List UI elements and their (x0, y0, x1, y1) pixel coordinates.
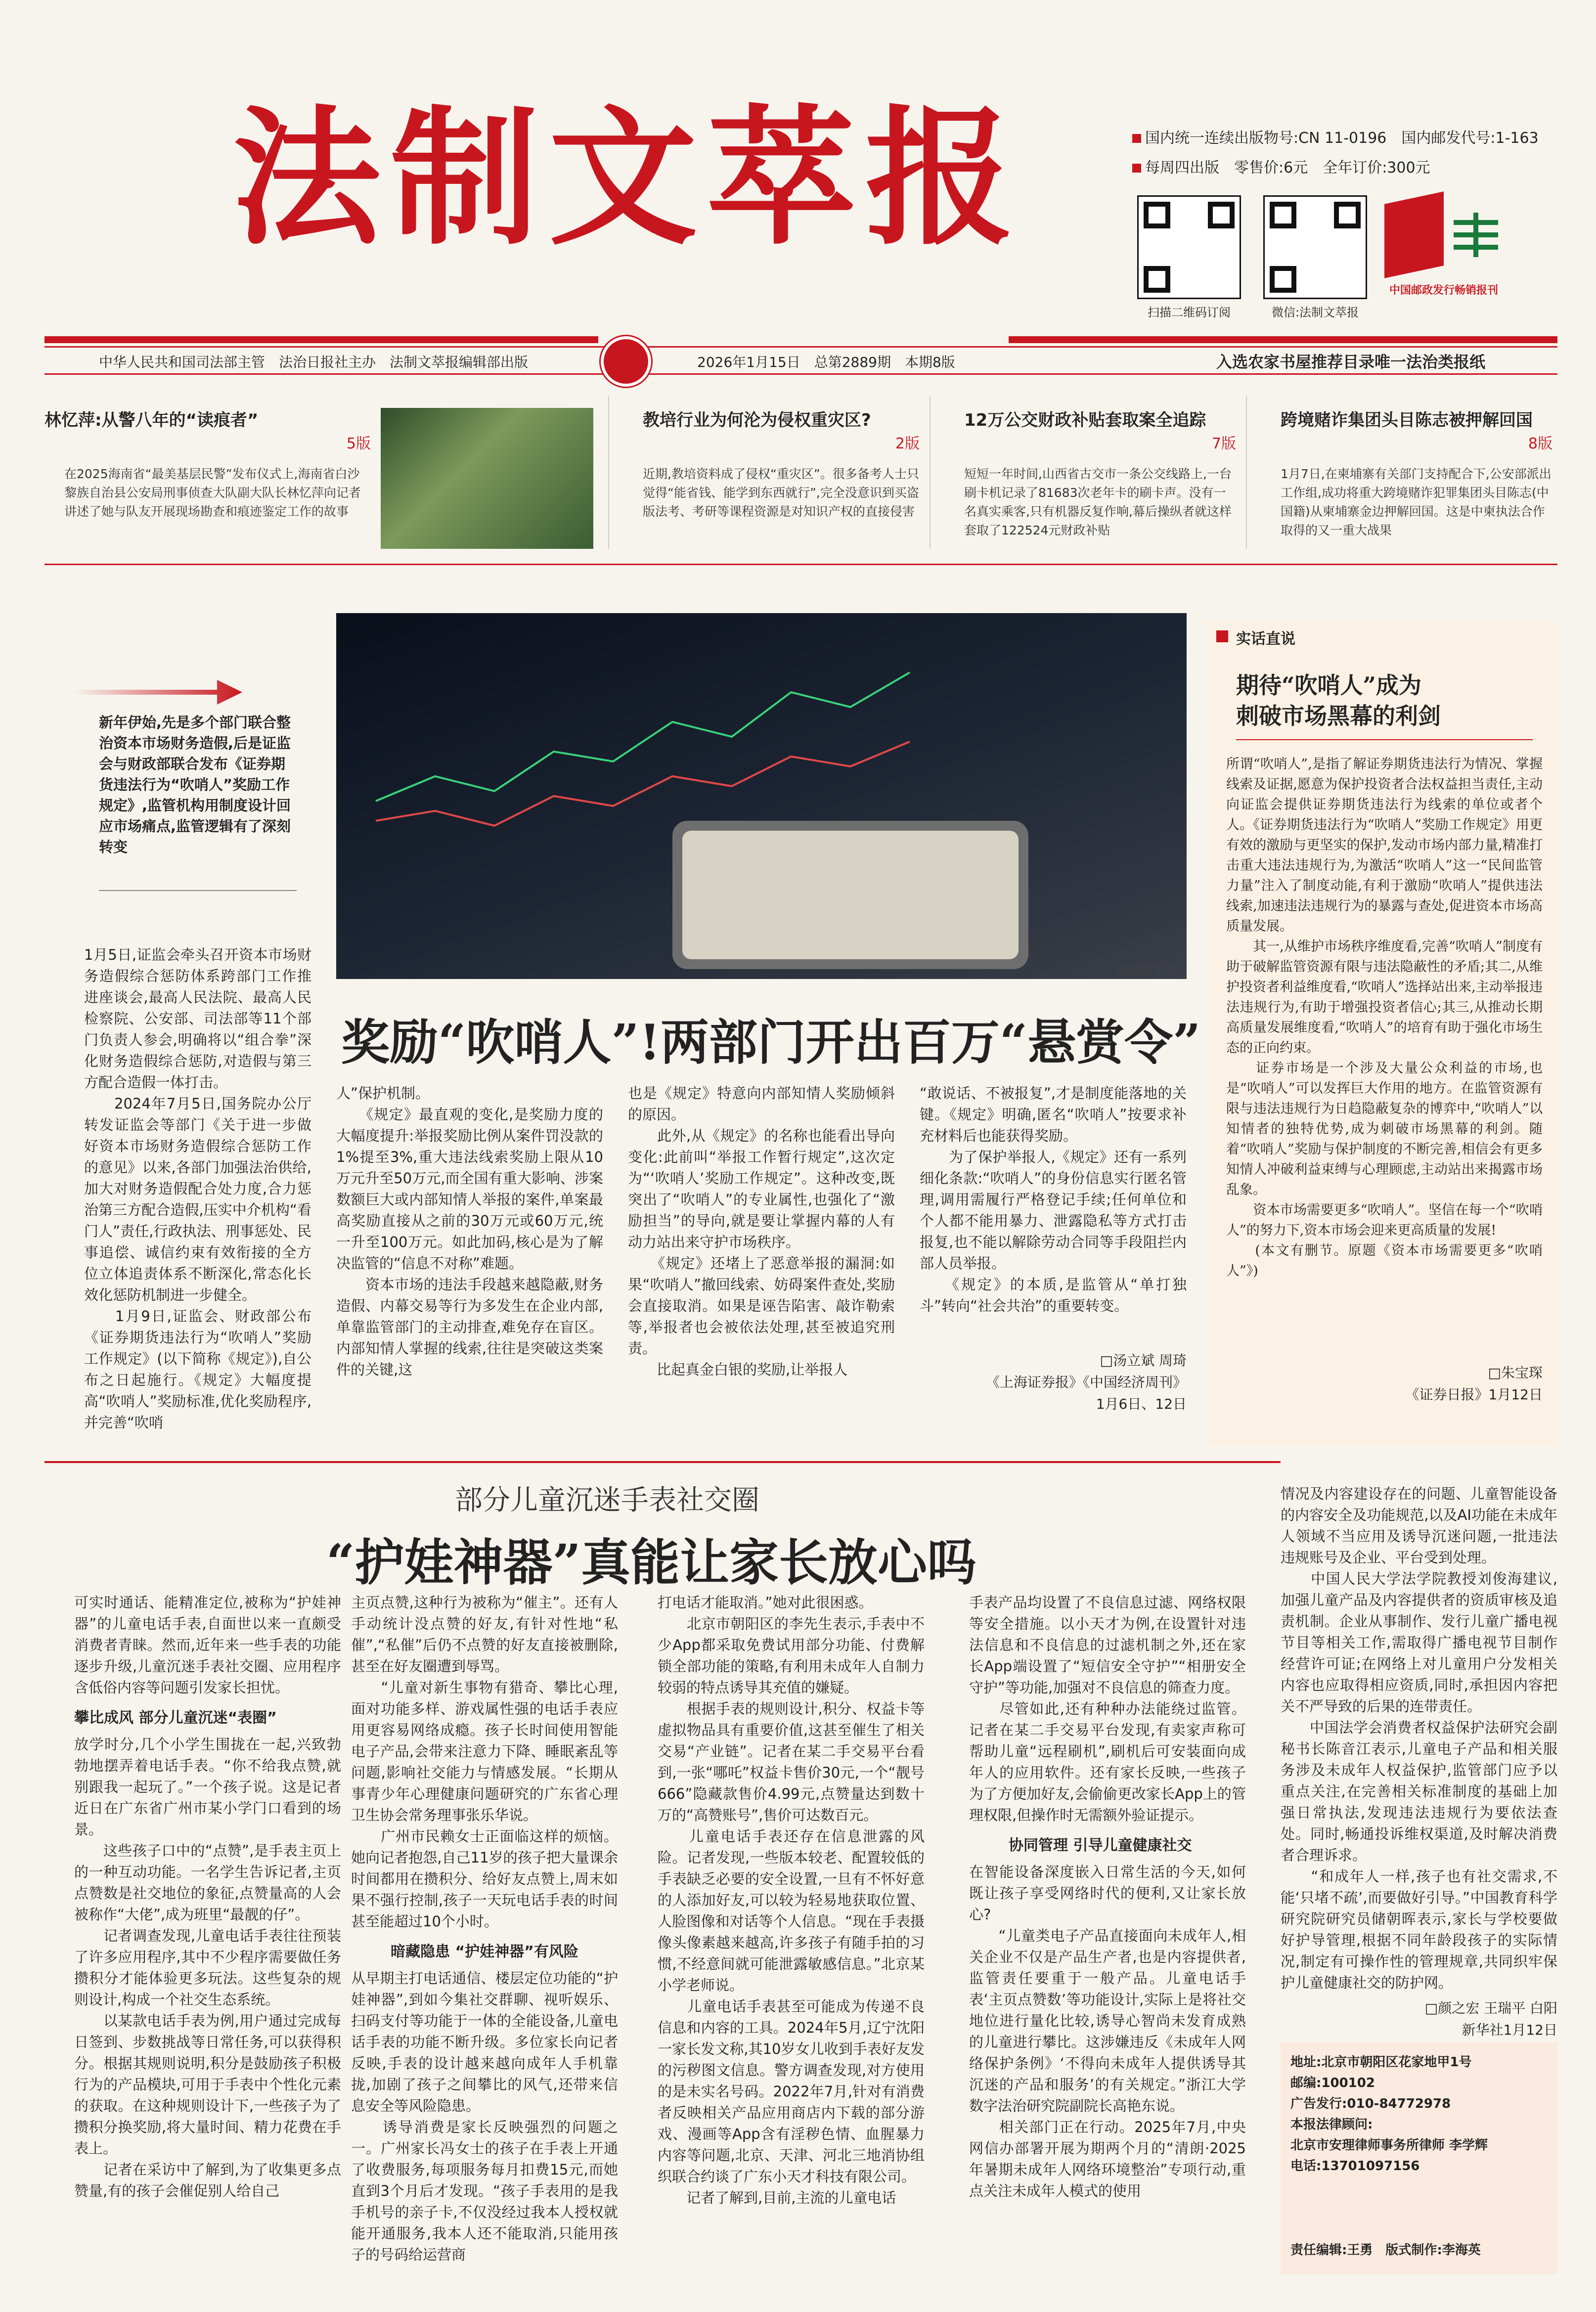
commentary-title: 期待“吹哨人”成为 刺破市场黑幕的利剑 (1236, 672, 1441, 729)
teaser-1-page: 5版 (346, 435, 371, 452)
qr-code-wechat[interactable] (1263, 195, 1367, 299)
teaser-divider (44, 564, 1557, 565)
qr-label-wechat: 微信:法制文萃报 (1271, 306, 1359, 319)
banner-stripe-left (44, 336, 598, 343)
teaser-4[interactable] (1271, 396, 1557, 549)
qr-code-subscribe[interactable] (1137, 195, 1241, 299)
contact-address: 地址:北京市朝阳区花家地甲1号 (1290, 2055, 1472, 2070)
commentary-byline: □朱宝琛 《证券日报》1月12日 (1405, 1365, 1543, 1403)
lower-col-0: 情况及内容建设存在的问题、儿童智能设备的内容安全及功能规范,以及AI功能在未成年人领域不当应用及诱导沉迷问题,一批违法违规账号及企业、平台受到处理。 中国人民大学法学院教授刘俊海建议,加强儿童产品及内容提供者的资质审核及追责机制。企业从事制作、发行儿童广播电视节目等相关工作,需取得广播电视节目制作经营许可证;在网络上对儿童用户分发相关内容也应取得相应资质,同时,承担因内容把关不严导致的后果的连带责任。 中国法学会消费者权益保护法研究会副秘书长陈音江表示,儿童电子产品和相关服务涉及未成年人权益保护,监管部门应予以重点关注,在完善相关标准制度的基础上加强日常执法,发现违法违规行为要依法查处。同时,畅通投诉维权渠道,及时解决消费者合理诉求。 “和成年人一样,孩子也有社交需求,不能‘只堵不疏’,而要做好引导。”中国教育科学研究院研究员储朝晖表示,家长与学校要做好护导管理,根据不同年龄段孩子的实际情况,制定有可操作性的管理规章,共同织牢保护儿童健康社交的防护网。 (1281, 1485, 1557, 1991)
lower-kicker: 部分儿童沉迷手表社交圈 (455, 1484, 759, 1516)
lead-byline: □汤立斌 周琦 《上海证券报》《中国经济周刊》 1月6日、12日 (985, 1352, 1187, 1412)
banner-sponsor: 中华人民共和国司法部主管 法治日报社主办 法制文萃报编辑部出版 (99, 354, 529, 370)
lead-intro-rule (99, 890, 297, 891)
contact-lawyer: 北京市安理律师事务所律师 李学辉 (1290, 2138, 1488, 2153)
lead-photo (336, 613, 1187, 979)
lower-col-3: 打电话才能取消。”她对此很困惑。 北京市朝阳区的李先生表示,手表中不少App都采取免费试用部分功能、付费解锁全部功能的策略,有利用未成年人自制力较弱的特点诱导其充值的嫌疑。 根据手表的规则设计,积分、权益卡等虚拟物品具有重要价值,这甚至催生了相关交易“产业链”。记者在某二手交易平台看到,一张“哪吒”权益卡售价30元,一个“靓号666”隐藏款售价4.99元,点赞量达到数十万的“高赞账号”,售价可达数百元。 儿童电话手表还存在信息泄露的风险。记者发现,一些版本较老、配置较低的手表缺乏必要的安全设置,一旦有不怀好意的人添加好友,可以较为轻易地获取位置、人脸图像和对话等个人信息。“现在手表摄像头像素越来越高,许多孩子有随手拍的习惯,不经意间就可能泄露敏感信息。”北京某小学老师说。 儿童电话手表甚至可能成为传递不良信息和内容的工具。2024年5月,辽宁沈阳一家长发文称,其10岁女儿收到手表好友发的污秽图文信息。警方调查发现,对方使用的是未实名号码。2022年7月,针对有消费者反映相关产品应用商店内下载的部分游戏、漫画等App含有淫秽色情、血腥暴力内容等问题,北京、天津、河北三地消协组织联合约谈了广东小天才科技有限公司。 记者了解到,目前,主流的儿童电话 (658, 1594, 925, 2206)
teaser-2-page: 2版 (895, 435, 920, 452)
editors-credit: 责任编辑:王勇 版式制作:李海英 (1290, 2243, 1481, 2258)
lead-col-4: “敢说话、不被报复”,才是制度能落地的关键。《规定》明确,匿名“吹哨人”按要求补充材料后也能获得奖励。 为了保护举报人,《规定》还有一系列细化条款:“吹哨人”的身份信息实行匿名管理,调用需履行严格登记手续;任何单位和个人都不能用暴力、泄露隐私等方式打击报复,也不能以解除劳动合同等手段阻拦内部人员举报。 《规定》的本质,是监管从“单打独斗”转向“社会共治”的重要转变。 (920, 1085, 1187, 1314)
lead-headline: 奖励“吹哨人”!两部门开出百万“悬赏令” (341, 1014, 1201, 1071)
banner-slogan: 入选农家书屋推荐目录唯一法治类报纸 (1216, 353, 1486, 371)
lead-photo-credit: 图/视觉中国 (1117, 964, 1176, 977)
pubinfo-line1: 国内统一连续出版物号:CN 11-0196 国内邮发代号:1-163 (1132, 124, 1539, 153)
lower-col-4-body: 在智能设备深度嵌入日常生活的今天,如何既让孩子享受网络时代的便利,又让家长放心? “儿童类电子产品直接面向未成年人,相关企业不仅是产品生产者,也是内容提供者,监管责任要重于一般产品。儿童电话手表‘主页点赞数’等功能设计,实际上是将社交地位进行量化比较,诱导心智尚未发育成熟的儿童进行攀比。这涉嫌违反《未成年人网络保护条例》‘不得向未成年人提供诱导其沉迷的产品和服务’的有关规定。”浙江大学数字法治研究院副院长高艳东说。 相关部门正在行动。2025年7月,中央网信办部署开展为期两个月的“清朗·2025年暑期未成年人网络环境整治”专项行动,重点关注未成年人模式的使用 (969, 1864, 1246, 2199)
commentary-rule (1236, 739, 1533, 740)
commentary-label-marker (1216, 630, 1228, 642)
lower-col-4 (969, 1592, 1246, 2294)
lower-col-2-body: 从早期主打电话通信、楼层定位功能的“护娃神器”,到如今集社交群聊、视听娱乐、扫码支付等功能于一体的全能设备,儿童电话手表的功能不断升级。多位家长向记者反映,手表的设计越来越向成年人手机靠拢,加剧了孩子之间攀比的风气,还带来信息安全等风险隐患。 诱导消费是家长反映强烈的问题之一。广州家长冯女士的孩子在手表上开通了收费服务,每项服务每月扣费15元,而她直到3个月后才发现。“孩子手表用的是我手机号的亲子卡,不仅没经过我本人授权就能开通服务,我本人还不能取消,只能用孩子的号码给运营商 (351, 1970, 618, 2263)
lower-col-2-lead: 主页点赞,这种行为被称为“催主”。还有人手动统计没点赞的好友,有针对性地“私催”,“私催”后仍不点赞的好友直接被删除,甚至在好友圈遭到辱骂。 “儿童对新生事物有猎奇、攀比心理,面对功能多样、游戏属性强的电话手表应用更容易网络成瘾。孩子长时间使用智能电子产品,会带来注意力下降、睡眠紊乱等问题,影响社交能力与情感发展。“长期从事青少年心理健康问题研究的广东省心理卫生协会常务理事张乐华说。 广州市民赖女士正面临这样的烦恼。她向记者抱怨,自己11岁的孩子把大量课余时间都用在攒积分、给好友点赞上,周末如果不强行控制,孩子一天玩电话手表的时间甚至能超过10个小时。 (351, 1594, 618, 1930)
lower-subhead-2: 暗藏隐患 “护娃神器”有风险 (391, 1943, 578, 1960)
teaser-3-text: 短短一年时间,山西省古交市一条公交线路上,一台刷卡机记录了81683次老年卡的刷卡声。没有一名真实乘客,只有机器反复作响,幕后操纵者就这样套取了122524元财政补贴 (964, 467, 1232, 537)
contact-phone: 电话:13701097156 (1290, 2159, 1420, 2174)
lower-col-0-byline: □颜之宏 王瑞平 白阳 新华社1月12日 (1424, 2000, 1557, 2038)
publication-info (1132, 124, 1539, 183)
qr-label-subscribe: 扫描二维码订阅 (1148, 306, 1231, 319)
teaser-3-page: 7版 (1211, 435, 1236, 452)
teaser-1-title[interactable]: 林忆萍:从警八年的“读痕者” (44, 410, 259, 430)
info-banner (44, 346, 1557, 375)
postal-label: 中国邮政发行畅销报刊 (1389, 284, 1499, 297)
commentary-body: 所谓“吹哨人”,是指了解证券期货违法行为情况、掌握线索及证据,愿意为保护投资者合法权益担当责任,主动向证监会提供证券期货违法行为线索的单位或者个人。《证券期货违法行为“吹哨人”奖励工作规定》用更有效的激励与更坚实的保护,发动市场内部力量,精准打击重大违法违规行为,为激活“吹哨人”这一“民间监管力量”注入了制度动能,有利于激励“吹哨人”提供违法线索,加速违法违规行为的暴露与查处,促进资本市场高质量发展。 其一,从维护市场秩序维度看,完善“吹哨人”制度有助于破解监管资源有限与违法隐蔽性的矛盾;其二,从维护投资者利益维度看,“吹哨人”选择站出来,主动举报违法违规行为,有助于增强投资者信心;其三,从推动长期高质量发展维度看,“吹哨人”的培育有助于强化市场生态的正向约束。 证券市场是一个涉及大量公众利益的市场,也是“吹哨人”可以发挥巨大作用的地方。在监管资源有限与违法违规行为日趋隐蔽复杂的博弈中,“吹哨人”以知情者的独特优势,成为刺破市场黑幕的利剑。随着“吹哨人”奖励与保护制度的不断完善,相信会有更多知情人冲破利益束缚与心理顾虑,主动站出来揭露市场乱象。 资本市场需要更多“吹哨人”。坚信在每一个“吹哨人”的努力下,资本市场会迎来更高质量的发展! (本文有删节。原题《资本市场需要更多“吹哨人”》) (1226, 756, 1543, 1279)
teaser-4-title[interactable]: 跨境赌诈集团头目陈志被押解回国 (1281, 410, 1533, 430)
lead-col-2: 人”保护机制。 《规定》最直观的变化,是奖励力度的大幅度提升:举报奖励比例从案件罚没款的1%提至3%,重大违法线索奖励上限从10万元升至50万元,而全国有重大影响、涉案数额巨大或内部知情人举报的案件,单案最高奖励直接从之前的30万元或60万元,统一升至100万元。如此加码,核心是为了解决监管的“信息不对称”难题。 资本市场的违法手段越来越隐蔽,财务造假、内幕交易等行为多发生在企业内部,单靠监管部门的主动排查,难免存在盲区。内部知情人掌握的线索,往往是突破这类案件的关键,这 (336, 1085, 603, 1378)
newspaper-emblem-icon (601, 336, 651, 387)
china-post-icon (1449, 208, 1503, 262)
teaser-2-title[interactable]: 教培行业为何沦为侵权重灾区? (643, 410, 871, 430)
teaser-1-photo (381, 408, 593, 549)
contact-ad: 广告发行:010-84772978 (1290, 2096, 1451, 2111)
teaser-2-text: 近期,教培资料成了侵权“重灾区”。很多备考人士只觉得“能省钱、能学到东西就行”,完全没意识到买盗版法考、考研等课程资源是对知识产权的直接侵害 (643, 467, 919, 519)
lead-intro: 新年伊始,先是多个部门联合整治资本市场财务造假,后是证监会与财政部联合发布《证券期货违法行为“吹哨人”奖励工作规定》,监管机构用制度设计回应市场痛点,监管逻辑有了深刻转变 (99, 714, 291, 855)
lead-col-1: 1月5日,证监会牵头召开资本市场财务造假综合惩防体系跨部门工作推进座谈会,最高人民法院、最高人民检察院、公安部、司法部等11个部门负责人参会,明确将以“组合拳”深化财务造假综合惩防,对造假与第三方配合造假一体打击。 2024年7月5日,国务院办公厅转发证监会等部门《关于进一步做好资本市场财务造假综合惩防工作的意见》以来,各部门加强法治供给,加大对财务造假配合处力度,合力惩治第三方配合造假,压实中介机构“看门人”责任,行政执法、刑事惩处、民事追偿、诚信约束有效衔接的全方位立体追责体系不断深化,常态化长效化惩防机制进一步健全。 1月9日,证监会、财政部公布《证券期货违法行为“吹哨人”奖励工作规定》(以下简称《规定》),自公布之日起施行。《规定》大幅度提高“吹哨人”奖励标准,优化奖励程序,并完善“吹哨 (84, 946, 311, 1431)
teaser-4-page: 8版 (1528, 435, 1552, 452)
teaser-3-title[interactable]: 12万公交财政补贴套取案全追踪 (964, 410, 1206, 430)
postal-logo-icon (1384, 191, 1444, 278)
pubinfo-line2: 每周四出版 零售价:6元 全年订价:300元 (1132, 153, 1539, 183)
contact-zip: 邮编:100102 (1290, 2076, 1375, 2090)
teaser-1-text: 在2025海南省“最美基层民警”发布仪式上,海南省白沙黎族自治县公安局刑事侦查大队副大队长林忆萍向记者讲述了她与队友开展现场勘查和痕迹鉴定工作的故事 (64, 467, 361, 519)
contact-lawyer-label: 本报法律顾问: (1290, 2117, 1373, 2132)
lower-col-1-body: 放学时分,几个小学生围拢在一起,兴致勃勃地摆弄着电话手表。“你不给我点赞,就别跟我一起玩了。”一个孩子说。这是记者近日在广东省广州市某小学门口看到的场景。 这些孩子口中的“点赞”,是手表主页上的一种互动功能。一名学生告诉记者,主页点赞数是社交地位的象征,点赞量高的人会被称作“大佬”,成为班里“最靓的仔”。 记者调查发现,儿童电话手表往往预装了许多应用程序,其中不少程序需要做任务攒积分才能体验更多玩法。这些复杂的规则设计,构成一个社交生态系统。 以某款电话手表为例,用户通过完成每日签到、步数挑战等日常任务,可以获得积分。根据其规则说明,积分是鼓励孩子积极行为的产品模块,可用于手表中个性化元素的获取。在这种规则设计下,一些孩子为了攒积分换奖励,将大量时间、精力花费在手表上。 记者在采访中了解到,为了收集更多点赞量,有的孩子会催促别人给自己 (74, 1736, 341, 2199)
lead-col-3: 也是《规定》特意向内部知情人奖励倾斜的原因。 此外,从《规定》的名称也能看出导向变化:此前叫“举报工作暂行规定”,这次定为“‘吹哨人’奖励工作规定”。这种改变,既突出了“吹哨人”的专业属性,也强化了“激励担当”的导向,就是要让掌握内幕的人有动力站出来守护市场秩序。 《规定》还堵上了恶意举报的漏洞:如果“吹哨人”撤回线索、妨碍案件查处,奖励会直接取消。如果是诬告陷害、敲诈勒索等,举报者也会被依法处理,甚至被追究刑责。 比起真金白银的奖励,让举报人 (628, 1085, 895, 1378)
lower-col-1 (74, 1592, 341, 2284)
lower-headline: “护娃神器”真能让家长放心吗 (326, 1533, 977, 1592)
teaser-1[interactable] (44, 396, 609, 549)
lower-col-2 (351, 1592, 618, 2284)
lower-subhead-4: 协同管理 引导儿童健康社交 (1009, 1837, 1192, 1854)
lower-subhead-1: 攀比成风 部分儿童沉迷“表圈” (74, 1709, 277, 1727)
banner-stripe-right (1009, 336, 1557, 343)
lower-col-4-lead: 手表产品均设置了不良信息过滤、网络权限等安全措施。以小天才为例,在设置针对违法信息和不良信息的过滤机制之外,还在家长App端设置了“短信安全守护”“相册安全守护”等功能,加强对不良信息的筛查力度。 尽管如此,还有种种办法能绕过监管。记者在某二手交易平台发现,有卖家声称可帮助儿童“远程刷机”,刷机后可安装面向成年人的应用软件。还有家长反映,一些孩子为了方便加好友,会偷偷更改家长App上的管理权限,但操作时无需额外验证提示。 (969, 1594, 1246, 1823)
teaser-4-text: 1月7日,在柬埔寨有关部门支持配合下,公安部派出工作组,成功将重大跨境赌诈犯罪集团头目陈志(中国籍)从柬埔寨金边押解回国。这是中柬执法合作取得的又一重大战果 (1281, 467, 1552, 537)
intro-arrow-icon (74, 680, 242, 705)
section-divider (44, 1461, 1281, 1463)
masthead-title: 法制文萃报 (232, 90, 1023, 265)
banner-date: 2026年1月15日 总第2889期 本期8版 (697, 354, 955, 370)
commentary-label: 实话直说 (1236, 630, 1295, 648)
contact-box (1281, 2042, 1557, 2274)
contact-info (1290, 2052, 1488, 2177)
commentary-box (1206, 621, 1557, 1446)
teaser-2[interactable] (633, 396, 931, 549)
teaser-3[interactable] (954, 396, 1247, 549)
lower-col-1-lead: 可实时通话、能精准定位,被称为“护娃神器”的儿童电话手表,自面世以来一直颇受消费者青睐。然而,近年来一些手表的功能逐步升级,儿童沉迷手表社交圈、应用程序含低俗内容等问题引发家长担忧。 (74, 1594, 341, 1696)
